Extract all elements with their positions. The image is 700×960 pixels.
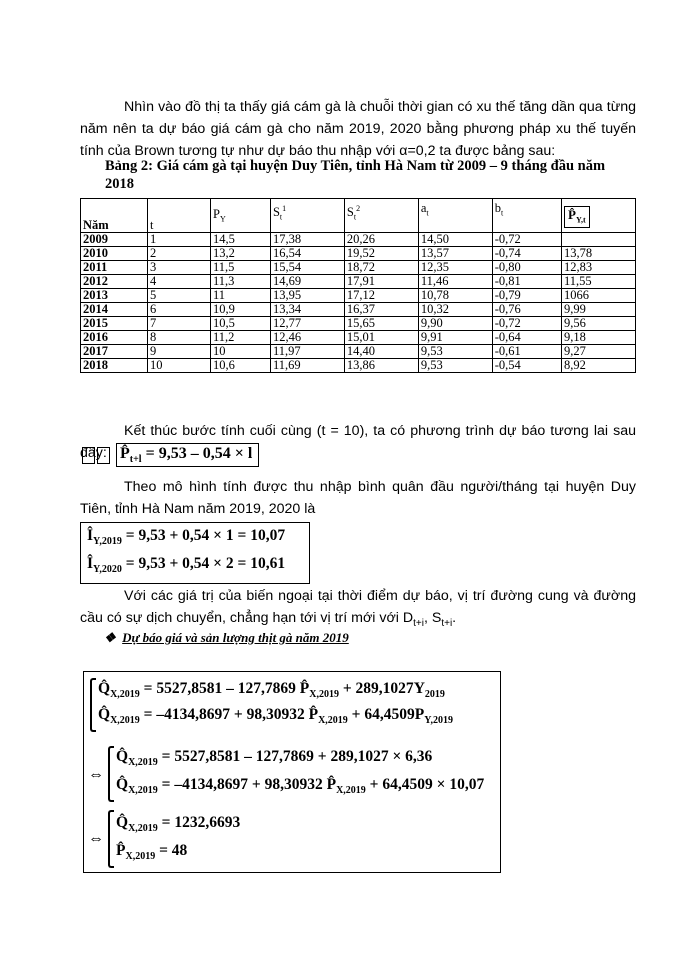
table-cell: 2 [148, 247, 211, 261]
table-cell: -0,61 [492, 345, 561, 359]
header-a: $a_t$ [418, 199, 492, 233]
income-forecast-box [80, 522, 310, 584]
intro-paragraph: Nhìn vào đồ thị ta thấy giá cám gà là chuỗi thời gian có xu thế tăng dần qua từng năm nên ta dự báo giá cám gà cho năm 2019, 2020 bằng phương pháp xu thế tuyến tính của Brown tương tự như dự báo thu nhập với α=0,2 ta được bảng sau: [80, 99, 636, 159]
table-cell: 9,91 [418, 331, 492, 345]
table-cell: 9,53 [418, 359, 492, 373]
table-cell: 5 [148, 289, 211, 303]
table-cell: 10,32 [418, 303, 492, 317]
table-cell: 12,77 [270, 317, 344, 331]
year-cell: 2018 [81, 359, 148, 373]
table-cell: 11,97 [270, 345, 344, 359]
table-cell: 13,78 [562, 247, 636, 261]
table-cell: -0,54 [492, 359, 561, 373]
brace-2 [108, 746, 114, 802]
table-cell: 13,95 [270, 289, 344, 303]
table-cell: 11,69 [270, 359, 344, 373]
system-line-3: $Q̂_{X,2019} = 5527,8581 - 127,7869 + 289,1027 \times 6,36$ [116, 748, 433, 769]
table-cell: 9,18 [562, 331, 636, 345]
income-2019-equation: $Î_{Y,2019} = 9,53 + 0,54 \times 1 = 10,07$ [87, 527, 286, 548]
table-cell: 16,37 [344, 303, 418, 317]
table-cell: 9,27 [562, 345, 636, 359]
header-s1: $S_t^1$ [270, 199, 344, 233]
forecast-equation: $P̂_{t+l} = 9,53 - 0,54 \times l$ [116, 443, 259, 467]
table-row [81, 359, 636, 373]
table-cell: 13,34 [270, 303, 344, 317]
table-cell: 10,9 [211, 303, 271, 317]
table-cell: 11,46 [418, 275, 492, 289]
placeholder-box-icon [97, 447, 110, 464]
diamond-bullet-icon: ❖ [104, 630, 116, 645]
table-cell: 14,5 [211, 233, 271, 247]
table-cell: 14,69 [270, 275, 344, 289]
table-cell: 16,54 [270, 247, 344, 261]
table-caption: Bảng 2: Giá cám gà tại huyện Duy Tiên, tỉnh Hà Nam từ 2009 – 9 tháng đầu năm 2018 [105, 158, 606, 192]
table-cell: 13,2 [211, 247, 271, 261]
header-b: $b_t$ [492, 199, 561, 233]
table-cell: 9 [148, 345, 211, 359]
table-cell: 11,2 [211, 331, 271, 345]
table-row [81, 303, 636, 317]
system-line-5: $Q̂_{X,2019} = 1232,6693$ [116, 814, 241, 835]
header-s2: $S_t^2$ [344, 199, 418, 233]
header-forecast: $P̂_{Y,t}$ [562, 199, 636, 233]
table-cell: 9,90 [418, 317, 492, 331]
table-cell: -0,79 [492, 289, 561, 303]
table-cell: -0,80 [492, 261, 561, 275]
system-line-2: $Q̂_{X,2019} = -4134,8697 + 98,30932$ $P̂_{X,2019} + 64,4509P_{Y,2019}$ [98, 706, 454, 727]
table-cell: 6 [148, 303, 211, 317]
table-cell: -0,81 [492, 275, 561, 289]
table-cell: 15,54 [270, 261, 344, 275]
table-row [81, 275, 636, 289]
section-bullet [104, 630, 349, 646]
table-cell: 20,26 [344, 233, 418, 247]
year-cell: 2010 [81, 247, 148, 261]
system-line-4: $Q̂_{X,2019} = -4134,8697 + 98,30932$ $P̂_{X,2019} + 64,4509 \times 10,07$ [116, 776, 485, 797]
table-cell: 8,92 [562, 359, 636, 373]
table-cell: 19,52 [344, 247, 418, 261]
table-cell: 11 [211, 289, 271, 303]
table-header-row [81, 199, 636, 233]
table-cell: 8 [148, 331, 211, 345]
table-row [81, 261, 636, 275]
header-py: $P_Y$ [211, 199, 271, 233]
table-cell: 10,6 [211, 359, 271, 373]
table-cell: 13,57 [418, 247, 492, 261]
table-cell: -0,76 [492, 303, 561, 317]
table-cell: 17,12 [344, 289, 418, 303]
year-cell: 2017 [81, 345, 148, 359]
table-cell: 10,5 [211, 317, 271, 331]
year-cell: 2012 [81, 275, 148, 289]
year-cell: 2011 [81, 261, 148, 275]
placeholder-box-icon [82, 447, 95, 464]
year-cell: 2009 [81, 233, 148, 247]
table-cell: 15,65 [344, 317, 418, 331]
table-cell: -0,72 [492, 233, 561, 247]
table-cell: 4 [148, 275, 211, 289]
year-cell: 2013 [81, 289, 148, 303]
table-cell: 11,55 [562, 275, 636, 289]
header-year: Năm [81, 199, 148, 233]
table-cell: -0,64 [492, 331, 561, 345]
table-cell: 1 [148, 233, 211, 247]
table-cell: -0,74 [492, 247, 561, 261]
brace-1 [90, 678, 96, 732]
paragraph-income-model: Theo mô hình tính được thu nhập bình quân đầu người/tháng tại huyện Duy Tiên, tỉnh Hà Nam năm 2019, 2020 là [80, 479, 636, 517]
brace-3 [108, 810, 114, 868]
table-row [81, 289, 636, 303]
header-t: t [148, 199, 211, 233]
table-cell: 18,72 [344, 261, 418, 275]
equivalence-arrow-icon: ⇔ [88, 766, 104, 783]
table-cell: 11,3 [211, 275, 271, 289]
table-row [81, 317, 636, 331]
table-cell: 17,91 [344, 275, 418, 289]
system-equations-box [83, 671, 501, 873]
table-cell: 9,53 [418, 345, 492, 359]
income-2020-equation: $Î_{Y,2020} = 9,53 + 0,54 \times 2 = 10,61$ [87, 555, 286, 576]
table-cell: 10 [148, 359, 211, 373]
forecast-equation-row [82, 443, 259, 471]
table-cell: 9,99 [562, 303, 636, 317]
paragraph-shift: Với các giá trị của biến ngoại tại thời điểm dự báo, vị trí đường cung và đường cầu có sự dịch chuyển, chẳng hạn tới vị trí mới với $D_{t+i}$, $S_{t+i}$. [80, 588, 636, 629]
year-cell: 2016 [81, 331, 148, 345]
table-cell: 14,40 [344, 345, 418, 359]
paragraph-final-step: Kết thúc bước tính cuối cùng (t = 10), ta có phương trình dự báo tương lai sau đây: [80, 423, 636, 461]
table-cell: 9,56 [562, 317, 636, 331]
section-heading: Dự báo giá và sản lượng thịt gà năm 2019 [122, 630, 349, 645]
table-cell: 15,01 [344, 331, 418, 345]
table-cell: 12,35 [418, 261, 492, 275]
table-cell: 12,83 [562, 261, 636, 275]
table-row [81, 345, 636, 359]
system-line-6: $P̂_{X,2019} = 48$ [116, 842, 188, 863]
table-cell: 14,50 [418, 233, 492, 247]
table-cell: 11,5 [211, 261, 271, 275]
table-body [81, 233, 636, 373]
table-cell: 7 [148, 317, 211, 331]
table-row [81, 331, 636, 345]
table-cell: 13,86 [344, 359, 418, 373]
table-row [81, 247, 636, 261]
table-cell: 3 [148, 261, 211, 275]
year-cell: 2014 [81, 303, 148, 317]
table-cell [562, 233, 636, 247]
table-cell: 17,38 [270, 233, 344, 247]
table-cell: -0,72 [492, 317, 561, 331]
table-cell: 10,78 [418, 289, 492, 303]
year-cell: 2015 [81, 317, 148, 331]
system-line-1: $Q̂_{X,2019} = 5527,8581 - 127,7869$ $P̂_{X,2019} + 289,1027Y_{2019}$ [98, 680, 445, 701]
equivalence-arrow-icon: ⇔ [88, 830, 104, 847]
table-cell: 12,46 [270, 331, 344, 345]
table-row [81, 233, 636, 247]
price-table [80, 198, 636, 373]
table-cell: 1066 [562, 289, 636, 303]
table-cell: 10 [211, 345, 271, 359]
